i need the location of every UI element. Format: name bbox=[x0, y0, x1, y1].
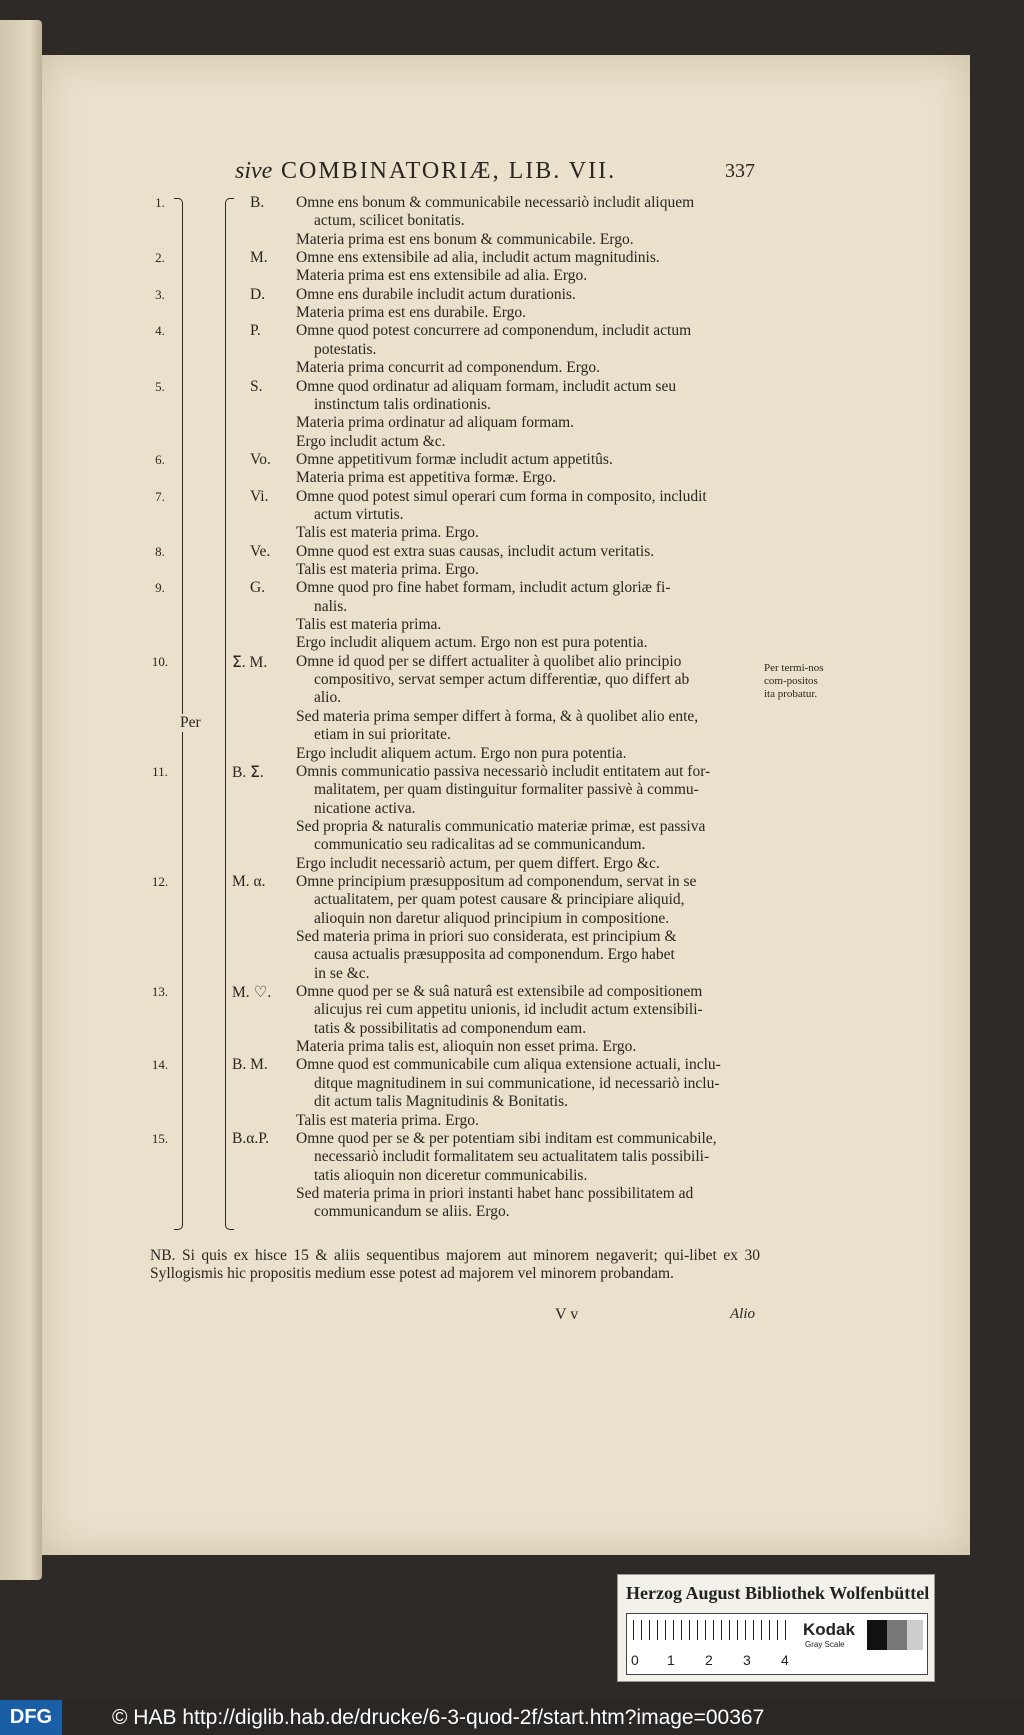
entry-number: 14. bbox=[151, 1057, 169, 1073]
entry-line: Sed materia prima semper differt à forma, & à quolibet alio ente, bbox=[296, 707, 699, 725]
entry-line: alioquin non daretur aliquod principium in compositione. bbox=[314, 909, 670, 927]
gray-patch bbox=[907, 1620, 923, 1650]
entry-number: 1. bbox=[155, 195, 165, 210]
ruler-number: 4 bbox=[781, 1652, 789, 1668]
entry-line: necessariò includit formalitatem seu actualitatem talis possibili- bbox=[314, 1148, 710, 1166]
entry-letter: M. α. bbox=[232, 872, 266, 890]
entry-line: Omne appetitivum formæ includit actum appetitûs. bbox=[296, 450, 613, 468]
entry-line: alio. bbox=[314, 689, 342, 707]
entry-number: 8. bbox=[155, 543, 165, 559]
entry-line: Omne quod est extra suas causas, includit actum veritatis. bbox=[296, 542, 655, 560]
entry-line: Omne quod potest concurrere ad componendum, includit actum bbox=[296, 322, 692, 340]
copyright-link[interactable]: © HAB http://diglib.hab.de/drucke/6-3-quod-2f/start.htm?image=00367 bbox=[112, 1706, 765, 1729]
entry-line: ditque magnitudinem in sui communicatione, id necessariò inclu- bbox=[314, 1074, 720, 1092]
entry-number: 9. bbox=[155, 580, 165, 596]
entry-line: Talis est materia prima. Ergo. bbox=[296, 561, 479, 578]
gray-patch bbox=[887, 1620, 907, 1650]
entry-letter: P. bbox=[250, 322, 261, 340]
catchword: Alio bbox=[730, 1306, 755, 1322]
entry-line: Sed materia prima in priori suo considerata, est principium & bbox=[296, 928, 677, 945]
entry-line: Omne ens durabile includit actum durationis. bbox=[296, 285, 576, 303]
entry-line: Omne quod est communicabile cum aliqua extensione actuali, inclu- bbox=[296, 1056, 721, 1074]
entry-line: instinctum talis ordinationis. bbox=[314, 395, 491, 413]
ruler-number: 3 bbox=[743, 1652, 751, 1668]
entry-line: causa actualis præsupposita ad componendum. Ergo habet bbox=[314, 946, 675, 964]
entry-line: tatis alioquin non diceretur communicabilis. bbox=[314, 1166, 588, 1184]
entry-letter: Ve. bbox=[250, 542, 271, 560]
ruler-ticks bbox=[633, 1620, 793, 1640]
entry-letter: B. ⵉ. bbox=[232, 763, 264, 781]
signature-mark: V v bbox=[555, 1306, 579, 1323]
entry-line: communicatio seu radicalitas ad se communicandum. bbox=[314, 836, 646, 854]
entry-letter: ⵉ. M. bbox=[232, 653, 268, 671]
entry-number: 5. bbox=[155, 378, 165, 394]
entry-line: Materia prima ordinatur ad aliquam formam. bbox=[296, 414, 575, 432]
entry-letter: S. bbox=[250, 377, 263, 395]
gray-scale-chart bbox=[626, 1613, 928, 1675]
entry-line: Ergo includit necessariò actum, per quem differt. Ergo &c. bbox=[296, 854, 660, 872]
entry-line: Sed propria & naturalis communicatio materiæ primæ, est passiva bbox=[296, 817, 706, 835]
entry-line: Talis est materia prima. Ergo. bbox=[296, 524, 479, 542]
entry-line: Omne quod pro fine habet formam, includit actum gloriæ fi- bbox=[296, 579, 671, 597]
entry-line: Omne quod per se & suâ naturâ est extensibile ad compositionem bbox=[296, 983, 703, 1001]
previous-page-edge bbox=[0, 20, 42, 1580]
entry-line: Omne quod per se & per potentiam sibi inditam est communicabile, bbox=[296, 1129, 717, 1147]
entry-letter: B. M. bbox=[232, 1056, 268, 1074]
entry-line: Omne ens bonum & communicabile necessariò includit aliquem bbox=[296, 194, 695, 211]
entry-number: 10. bbox=[151, 653, 169, 669]
entry-line: Sed materia prima in priori instanti habet hanc possibilitatem ad bbox=[296, 1184, 694, 1202]
brace-label: Per bbox=[180, 714, 201, 731]
entry-line: communicandum se aliis. Ergo. bbox=[314, 1203, 510, 1221]
entry-line: compositivo, servat semper actum differentiæ, quo differt ab bbox=[314, 671, 690, 689]
library-name: Herzog August Bibliothek Wolfenbüttel bbox=[626, 1583, 930, 1603]
entry-line: potestatis. bbox=[314, 340, 377, 358]
entry-number: 11. bbox=[152, 763, 168, 779]
entry-number: 4. bbox=[155, 323, 165, 339]
entry-line: Talis est materia prima. bbox=[296, 616, 442, 634]
entry-line: actualitatem, per quam potest causare & principiare aliquid, bbox=[314, 891, 685, 909]
entry-line: Ergo includit aliquem actum. Ergo non est pura potentia. bbox=[296, 634, 648, 652]
entry-line: tatis & possibilitatis ad componendum eam. bbox=[314, 1019, 587, 1037]
ruler-number: 1 bbox=[667, 1652, 675, 1668]
entry-letter: G. bbox=[250, 579, 266, 597]
entry-line: Materia prima est ens bonum & communicabile. Ergo. bbox=[296, 230, 634, 248]
entry-number: 15. bbox=[151, 1130, 169, 1146]
entry-line: Materia prima est appetitiva formæ. Ergo. bbox=[296, 469, 557, 487]
entry-line: actum, scilicet bonitatis. bbox=[314, 212, 465, 230]
entry-line: Omne principium præsuppositum ad componendum, servat in se bbox=[296, 872, 697, 890]
library-color-card bbox=[617, 1574, 935, 1682]
entry-line: Omne ens extensibile ad alia, includit actum magnitudinis. bbox=[296, 249, 660, 267]
entry-line: actum virtutis. bbox=[314, 505, 404, 523]
entry-line: Ergo includit actum &c. bbox=[296, 432, 446, 450]
margin-note: Per termi-nos com-positos ita probatur. bbox=[764, 662, 824, 700]
entry-line: Materia prima concurrit ad componendum. Ergo. bbox=[296, 359, 601, 377]
entry-line: Talis est materia prima. Ergo. bbox=[296, 1111, 479, 1129]
entry-number: 13. bbox=[151, 984, 169, 1000]
entry-letter: B.α.P. bbox=[232, 1129, 269, 1147]
inner-brace bbox=[225, 198, 234, 1230]
entry-number: 6. bbox=[155, 451, 165, 467]
page-number: 337 bbox=[725, 160, 755, 182]
entry-letter: Vo. bbox=[250, 450, 271, 468]
entry-line: Omne id quod per se differt actualiter à quolibet alio principio bbox=[296, 652, 682, 670]
entry-letter: D. bbox=[250, 285, 266, 303]
entry-line: Omne quod potest simul operari cum forma in composito, includit bbox=[296, 487, 707, 505]
entry-letter: M. bbox=[250, 249, 268, 267]
entry-letter: B. bbox=[250, 194, 265, 211]
entry-number: 12. bbox=[151, 873, 169, 889]
footnote-paragraph: NB. Si quis ex hisce 15 & aliis sequentibus majorem aut minorem negaverit; qui-libet ex 30 Syllogismis hic propositis medium esse potest ad majorem vel minorem probandam. bbox=[150, 1247, 760, 1282]
entry-number: 3. bbox=[155, 286, 165, 302]
running-head bbox=[235, 158, 760, 184]
entry-line: alicujus rei cum appetitu unionis, id includit actum extensibili- bbox=[314, 1001, 703, 1019]
entry-line: Materia prima est ens extensibile ad alia. Ergo. bbox=[296, 267, 588, 285]
gray-scale-label: Gray Scale bbox=[805, 1640, 845, 1649]
ruler-number: 0 bbox=[631, 1652, 639, 1668]
gray-patch bbox=[867, 1620, 887, 1650]
entry-line: etiam in sui prioritate. bbox=[314, 726, 451, 744]
entry-number: 7. bbox=[155, 488, 165, 504]
entry-line: Omnis communicatio passiva necessariò includit entitatem aut for- bbox=[296, 762, 711, 780]
dfg-logo[interactable]: DFG bbox=[0, 1700, 62, 1735]
kodak-logo: Kodak bbox=[803, 1620, 855, 1639]
entry-line: Omne quod ordinatur ad aliquam formam, includit actum seu bbox=[296, 377, 677, 395]
footer-bar bbox=[0, 1700, 1024, 1735]
running-head-title: COMBINATORIÆ, LIB. VII. bbox=[281, 158, 617, 184]
entry-letter: Vi. bbox=[250, 487, 269, 505]
entry-line: Materia prima talis est, alioquin non esset prima. Ergo. bbox=[296, 1038, 637, 1056]
entry-line: in se &c. bbox=[314, 964, 370, 982]
entry-line: Ergo includit aliquem actum. Ergo non pura potentia. bbox=[296, 744, 627, 762]
running-head-prefix: sive bbox=[235, 158, 273, 184]
entry-line: malitatem, per quam distinguitur formaliter passivè à commu- bbox=[314, 781, 699, 799]
entry-line: dit actum talis Magnitudinis & Bonitatis. bbox=[314, 1093, 569, 1111]
entry-line: Materia prima est ens durabile. Ergo. bbox=[296, 304, 526, 322]
entry-line: nicatione activa. bbox=[314, 799, 416, 817]
entry-number: 2. bbox=[155, 250, 165, 266]
ruler-number: 2 bbox=[705, 1652, 713, 1668]
entry-letter: M. ♡. bbox=[232, 984, 272, 1002]
entry-line: nalis. bbox=[314, 597, 348, 615]
